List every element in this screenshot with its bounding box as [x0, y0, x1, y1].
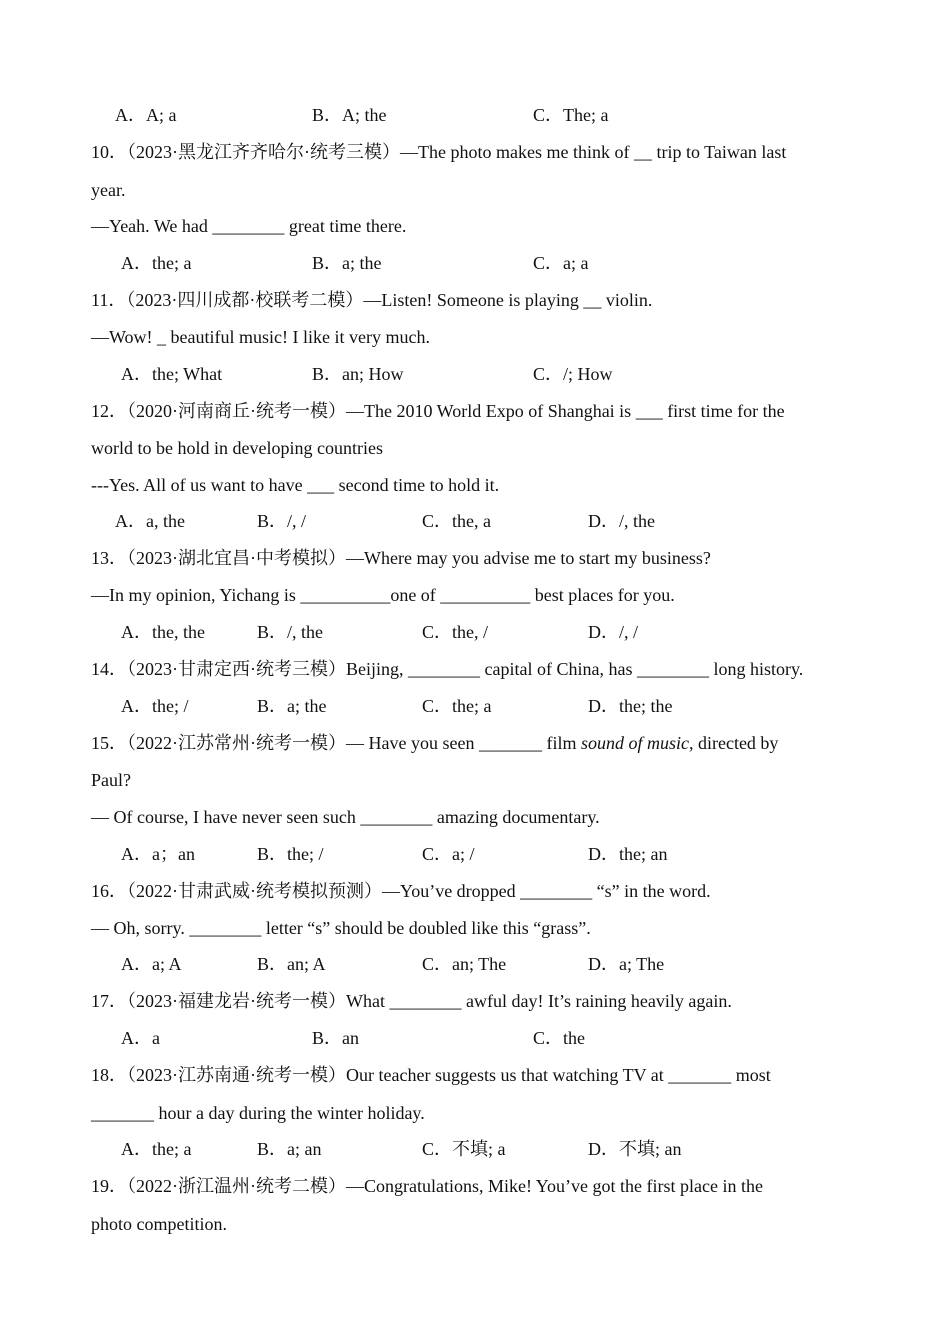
q17-source: （2023·福建龙岩·统考一模） [127, 991, 346, 1011]
q16-reply: — Oh, sorry. ________ letter “s” should be doubled like this “grass”. [91, 918, 591, 938]
q15-text-cont: Paul? [91, 770, 131, 790]
q17-option-c: C．the [533, 1028, 585, 1048]
q12-number: 12． [91, 401, 127, 421]
q19-source: （2022·浙江温州·统考二模） [127, 1176, 346, 1196]
q10-source: （2023·黑龙江齐齐哈尔·统考三模） [127, 142, 400, 162]
q19-number: 19． [91, 1176, 127, 1196]
q18-option-b: B．a; an [257, 1139, 322, 1159]
q12-text-cont: world to be hold in developing countries [91, 438, 383, 458]
q14-option-d: D．the; the [588, 696, 673, 716]
q10-text: —The photo makes me think of __ trip to Taiwan last [400, 142, 787, 162]
q10-reply: —Yeah. We had ________ great time there. [91, 216, 407, 236]
q18-text-cont: _______ hour a day during the winter holiday. [91, 1103, 425, 1123]
q15-source: （2022·江苏常州·统考一模） [127, 733, 346, 753]
q16-text: —You’ve dropped ________ “s” in the word. [382, 881, 711, 901]
q17-text: What ________ awful day! It’s raining heavily again. [346, 991, 732, 1011]
q18-option-d: D．不填; an [588, 1139, 682, 1159]
q13-reply: —In my opinion, Yichang is __________one of __________ best places for you. [91, 585, 675, 605]
q9-option-b: B．A; the [312, 105, 387, 125]
q17-option-b: B．an [312, 1028, 359, 1048]
q13-question [91, 547, 711, 569]
q18-source: （2023·江苏南通·统考一模） [127, 1065, 346, 1085]
q14-number: 14． [91, 659, 127, 679]
q18-number: 18． [91, 1065, 127, 1085]
q13-option-d: D．/, / [588, 622, 639, 642]
q10-question [91, 141, 786, 163]
q14-option-c: C．the; a [422, 696, 492, 716]
q13-option-a: A．the, the [121, 622, 205, 642]
q19-text: —Congratulations, Mike! You’ve got the first place in the [346, 1176, 763, 1196]
q11-number: 11． [91, 290, 127, 310]
q16-source: （2022·甘肃武威·统考模拟预测） [127, 881, 382, 901]
q12-question [91, 400, 785, 422]
q17-question [91, 990, 732, 1012]
q13-source: （2023·湖北宜昌·中考模拟） [127, 548, 346, 568]
q15-text: — Have you seen _______ film [346, 733, 581, 753]
q10-text-cont: year. [91, 180, 126, 200]
q19-question [91, 1175, 763, 1197]
q16-option-a: A．a; A [121, 954, 182, 974]
q15-reply: — Of course, I have never seen such ________ amazing documentary. [91, 807, 600, 827]
q13-text: —Where may you advise me to start my business? [346, 548, 711, 568]
q16-option-c: C．an; The [422, 954, 507, 974]
q12-option-a: A．a, the [115, 511, 185, 531]
q14-question [91, 658, 803, 680]
q14-option-a: A．the; / [121, 696, 189, 716]
q17-option-a: A．a [121, 1028, 160, 1048]
q17-number: 17． [91, 991, 127, 1011]
q18-option-a: A．the; a [121, 1139, 192, 1159]
q15-text-end: directed by [693, 733, 779, 753]
q14-text: Beijing, ________ capital of China, has ________ long history. [346, 659, 804, 679]
q11-reply: —Wow! _ beautiful music! I like it very much. [91, 327, 430, 347]
q18-question [91, 1064, 771, 1086]
q11-option-a: A．the; What [121, 364, 223, 384]
q12-option-c: C．the, a [422, 511, 491, 531]
q11-source: （2023·四川成都·校联考二模） [126, 290, 364, 310]
q16-number: 16． [91, 881, 127, 901]
q11-text: —Listen! Someone is playing __ violin. [363, 290, 653, 310]
q10-option-a: A．the; a [121, 253, 192, 273]
q12-text: —The 2010 World Expo of Shanghai is ___ first time for the [346, 401, 785, 421]
q12-reply: ---Yes. All of us want to have ___ second time to hold it. [91, 475, 500, 495]
q10-option-b: B．a; the [312, 253, 382, 273]
q9-option-a: A．A; a [115, 105, 177, 125]
q12-source: （2020·河南商丘·统考一模） [127, 401, 346, 421]
q13-option-c: C．the, / [422, 622, 488, 642]
q14-source: （2023·甘肃定西·统考三模） [127, 659, 346, 679]
q15-option-a: A．a；an [121, 844, 195, 864]
q16-question [91, 880, 711, 902]
q10-number: 10． [91, 142, 127, 162]
q15-question [91, 732, 778, 754]
q12-option-b: B．/, / [257, 511, 307, 531]
q18-option-c: C．不填; a [422, 1139, 506, 1159]
q15-option-c: C．a; / [422, 844, 475, 864]
q16-option-b: B．an; A [257, 954, 326, 974]
q13-option-b: B．/, the [257, 622, 323, 642]
q12-option-d: D．/, the [588, 511, 655, 531]
q14-option-b: B．a; the [257, 696, 327, 716]
q11-option-c: C．/; How [533, 364, 613, 384]
q11-question [91, 289, 652, 311]
q19-text-cont: photo competition. [91, 1214, 227, 1234]
q15-film-title: sound of music, [580, 733, 694, 753]
q15-option-b: B．the; / [257, 844, 324, 864]
q11-option-b: B．an; How [312, 364, 404, 384]
q9-option-c: C．The; a [533, 105, 609, 125]
q15-option-d: D．the; an [588, 844, 668, 864]
q15-number: 15． [91, 733, 127, 753]
q16-option-d: D．a; The [588, 954, 665, 974]
q10-option-c: C．a; a [533, 253, 589, 273]
q18-text: Our teacher suggests us that watching TV at _______ most [346, 1065, 771, 1085]
q13-number: 13． [91, 548, 127, 568]
